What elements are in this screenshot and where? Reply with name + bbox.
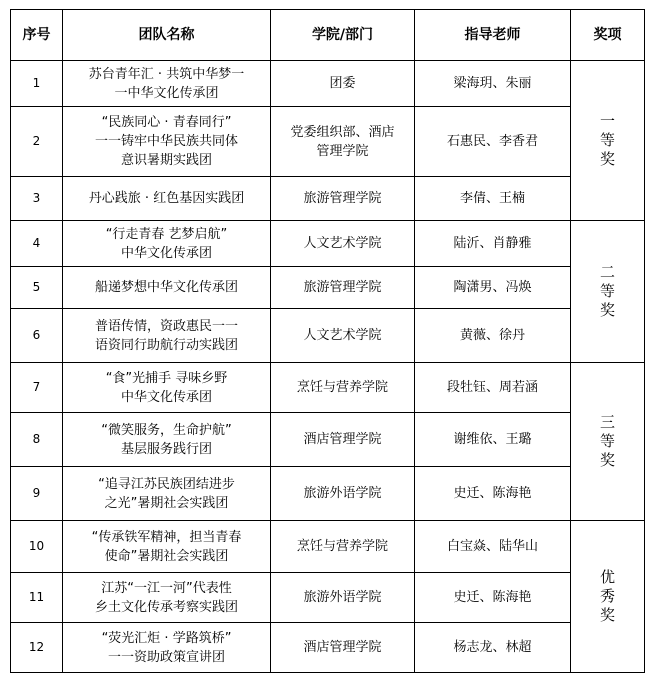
award-char: 二	[599, 263, 615, 281]
header-advisor: 指导老师	[415, 10, 571, 61]
cell-college	[271, 521, 415, 573]
cell-team	[63, 413, 271, 467]
table-row	[11, 177, 645, 221]
cell-advisor: 黄薇、徐丹	[415, 309, 571, 363]
team-name-line: 一一铸牢中华民族共同体	[94, 134, 238, 149]
header-award: 奖项	[571, 10, 645, 61]
college-line: 管理学院	[316, 143, 369, 159]
college-line: 旅游外语学院	[303, 486, 382, 501]
college-line: 人文艺术学院	[303, 328, 382, 343]
college-line: 烹饪与营养学院	[296, 539, 388, 554]
table-row	[11, 521, 645, 573]
cell-advisor: 谢维依、王璐	[415, 413, 571, 467]
table-row	[11, 309, 645, 363]
award-char: 奖	[599, 606, 615, 624]
cell-college	[271, 309, 415, 363]
award-char: 等	[599, 131, 615, 149]
table-body	[11, 61, 645, 673]
college-line: 旅游管理学院	[303, 280, 382, 295]
cell-team	[63, 363, 271, 413]
table-row	[11, 221, 645, 267]
award-char: 一	[599, 112, 615, 130]
cell-award	[571, 521, 645, 673]
cell-college	[271, 467, 415, 521]
cell-college	[271, 107, 415, 177]
table-row	[11, 267, 645, 309]
cell-college	[271, 413, 415, 467]
cell-award	[571, 363, 645, 521]
cell-seq: 8	[11, 413, 63, 467]
award-char: 优	[599, 568, 615, 586]
award-char: 三	[599, 413, 615, 431]
college-line: 旅游外语学院	[303, 590, 382, 605]
cell-award	[571, 61, 645, 221]
cell-seq: 9	[11, 467, 63, 521]
college-line: 酒店管理学院	[303, 640, 382, 655]
award-char: 奖	[599, 301, 615, 319]
cell-college	[271, 177, 415, 221]
header-college: 学院/部门	[271, 10, 415, 61]
cell-award	[571, 221, 645, 363]
team-name-line: 中华文化传承团	[120, 389, 212, 405]
cell-seq: 4	[11, 221, 63, 267]
cell-team	[63, 61, 271, 107]
team-name-line: “追寻江苏民族团结进步	[98, 476, 235, 492]
award-char: 秀	[599, 587, 615, 605]
cell-seq: 1	[11, 61, 63, 107]
team-name-line: 一中华文化传承团	[114, 85, 219, 101]
cell-college	[271, 267, 415, 309]
cell-advisor: 李倩、王楠	[415, 177, 571, 221]
team-name-line: 苏台青年汇 · 共筑中华梦一	[88, 66, 245, 82]
header-seq: 序号	[11, 10, 63, 61]
team-name-line: “行走青春 艺梦启航”	[105, 226, 228, 242]
cell-advisor: 段牡钰、周若涵	[415, 363, 571, 413]
cell-team	[63, 107, 271, 177]
cell-college	[271, 363, 415, 413]
cell-seq: 12	[11, 623, 63, 673]
cell-seq: 5	[11, 267, 63, 309]
college-line: 人文艺术学院	[303, 236, 382, 251]
team-name-line: 江苏“一江一河”代表性	[101, 580, 232, 596]
cell-advisor: 石惠民、李香君	[415, 107, 571, 177]
team-name-line: 基层服务践行团	[120, 441, 212, 457]
award-char: 奖	[599, 150, 615, 168]
college-line: 酒店管理学院	[303, 432, 382, 447]
table-row	[11, 413, 645, 467]
cell-advisor: 陆沂、肖静雅	[415, 221, 571, 267]
cell-seq: 2	[11, 107, 63, 177]
cell-team	[63, 573, 271, 623]
cell-team	[63, 267, 271, 309]
cell-seq: 7	[11, 363, 63, 413]
header-row	[11, 10, 645, 61]
team-name-line: “传承铁军精神，担当青春	[91, 529, 242, 545]
college-line: 旅游管理学院	[303, 191, 382, 206]
awards-table	[10, 9, 645, 673]
team-name-line: 使命”暑期社会实践团	[104, 548, 229, 564]
cell-seq: 6	[11, 309, 63, 363]
cell-college	[271, 221, 415, 267]
cell-advisor: 杨志龙、林超	[415, 623, 571, 673]
header-team: 团队名称	[63, 10, 271, 61]
team-name-line: 语资同行助航行动实践团	[94, 337, 238, 353]
table-row	[11, 107, 645, 177]
team-name-line: “食”光捕手 寻味乡野	[105, 370, 228, 386]
cell-team	[63, 177, 271, 221]
award-char: 奖	[599, 451, 615, 469]
cell-advisor: 梁海玥、朱丽	[415, 61, 571, 107]
cell-seq: 3	[11, 177, 63, 221]
cell-seq: 10	[11, 521, 63, 573]
cell-seq: 11	[11, 573, 63, 623]
cell-team	[63, 309, 271, 363]
cell-college	[271, 573, 415, 623]
table-row	[11, 61, 645, 107]
team-name-line: 中华文化传承团	[120, 245, 212, 261]
cell-college	[271, 61, 415, 107]
cell-team	[63, 221, 271, 267]
team-name-line: 丹心践旅 · 红色基因实践团	[88, 191, 245, 206]
cell-advisor: 史迁、陈海艳	[415, 573, 571, 623]
team-name-line: “民族同心 · 青春同行”	[101, 115, 232, 130]
cell-team	[63, 467, 271, 521]
table-row	[11, 623, 645, 673]
team-name-line: “微笑服务，生命护航”	[101, 422, 232, 438]
team-name-line: 船递梦想中华文化传承团	[94, 280, 238, 295]
award-char: 等	[599, 432, 615, 450]
cell-advisor: 史迁、陈海艳	[415, 467, 571, 521]
team-name-line: 乡土文化传承考察实践团	[94, 599, 238, 615]
team-name-line: 一一资助政策宣讲团	[107, 649, 225, 665]
college-line: 烹饪与营养学院	[296, 380, 388, 395]
table-row	[11, 573, 645, 623]
team-name-line: 普语传情，资政惠民一一	[94, 318, 238, 334]
team-name-line: “荧光汇炬 · 学路筑桥”	[101, 630, 232, 646]
award-char: 等	[599, 282, 615, 300]
cell-team	[63, 623, 271, 673]
table-row	[11, 363, 645, 413]
college-line: 团委	[329, 76, 356, 91]
cell-advisor: 白宝焱、陆华山	[415, 521, 571, 573]
table-row	[11, 467, 645, 521]
cell-college	[271, 623, 415, 673]
cell-advisor: 陶潇男、冯焕	[415, 267, 571, 309]
cell-team	[63, 521, 271, 573]
college-line: 党委组织部、酒店	[290, 124, 395, 140]
team-name-line: 意识暑期实践团	[120, 153, 212, 168]
team-name-line: 之光”暑期社会实践团	[104, 495, 229, 511]
